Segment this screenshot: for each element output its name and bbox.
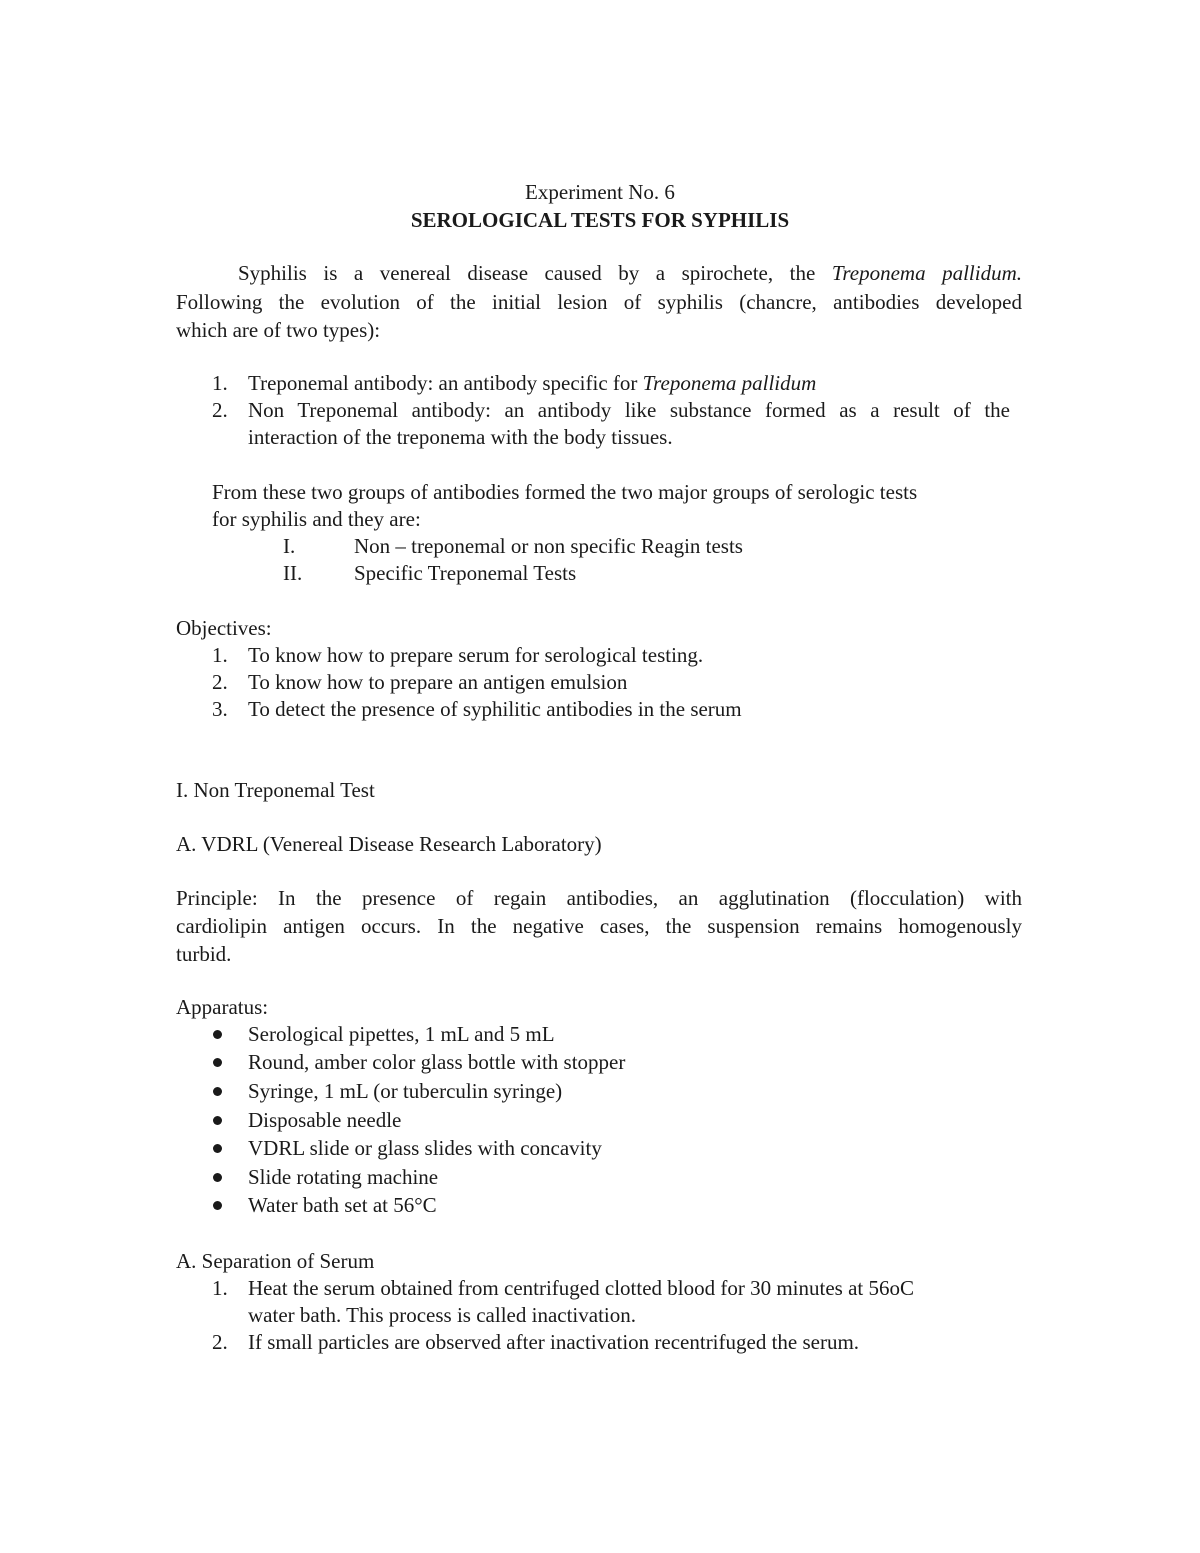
bullet-icon	[213, 1030, 222, 1039]
objective-item: To detect the presence of syphilitic antibodies in the serum	[248, 697, 742, 721]
separation-step: Heat the serum obtained from centrifuged clotted blood for 30 minutes at 56oC	[248, 1276, 914, 1300]
groups-line-1: From these two groups of antibodies formed the two major groups of serologic tests	[212, 480, 918, 504]
principle-line-1: Principle: In the presence of regain antibodies, an agglutination (flocculation) with	[176, 886, 1022, 910]
apparatus-item: Syringe, 1 mL (or tuberculin syringe)	[248, 1079, 563, 1103]
bullet-icon	[213, 1058, 222, 1067]
apparatus-heading: Apparatus:	[176, 995, 269, 1019]
list-number: 2.	[212, 1330, 228, 1354]
apparatus-item: Water bath set at 56°C	[248, 1193, 437, 1217]
page-title: SEROLOGICAL TESTS FOR SYPHILIS	[410, 208, 790, 232]
apparatus-item: Round, amber color glass bottle with stopper	[248, 1050, 626, 1074]
apparatus-item: Disposable needle	[248, 1108, 402, 1132]
antibody-type-item-continued: interaction of the treponema with the body tissues.	[248, 425, 673, 449]
intro-line-1: Syphilis is a venereal disease caused by a spirochete, the Treponema pallidum.	[238, 261, 1023, 285]
subsection-heading: A. VDRL (Venereal Disease Research Laboratory)	[176, 832, 602, 856]
list-number: 1.	[212, 371, 228, 395]
separation-step: If small particles are observed after inactivation recentrifuged the serum.	[248, 1330, 860, 1354]
bullet-icon	[213, 1144, 222, 1153]
roman-numeral: I.	[283, 534, 296, 558]
bullet-icon	[213, 1116, 222, 1125]
objective-item: To know how to prepare serum for serological testing.	[248, 643, 704, 667]
roman-numeral: II.	[283, 561, 303, 585]
antibody-type-item: Treponemal antibody: an antibody specific for Treponema pallidum	[248, 371, 817, 395]
separation-step-continued: water bath. This process is called inactivation.	[248, 1303, 636, 1327]
objective-item: To know how to prepare an antigen emulsion	[248, 670, 628, 694]
list-number: 2.	[212, 398, 228, 422]
bullet-icon	[213, 1201, 222, 1210]
intro-line-2: Following the evolution of the initial lesion of syphilis (chancre, antibodies developed	[176, 290, 1022, 314]
bullet-icon	[213, 1087, 222, 1096]
intro-line-3: which are of two types):	[176, 318, 381, 342]
list-number: 2.	[212, 670, 228, 694]
test-group-item: Specific Treponemal Tests	[354, 561, 577, 585]
principle-line-3: turbid.	[176, 942, 232, 966]
antibody-type-item: Non Treponemal antibody: an antibody like substance formed as a result of the	[248, 398, 1010, 422]
objectives-heading: Objectives:	[176, 616, 272, 640]
principle-line-2: cardiolipin antigen occurs. In the negative cases, the suspension remains homogenously	[176, 914, 1022, 938]
list-number: 3.	[212, 697, 228, 721]
bullet-icon	[213, 1173, 222, 1182]
section-heading: I. Non Treponemal Test	[176, 778, 375, 802]
apparatus-item: Serological pipettes, 1 mL and 5 mL	[248, 1022, 555, 1046]
groups-line-2: for syphilis and they are:	[212, 507, 421, 531]
apparatus-item: VDRL slide or glass slides with concavity	[248, 1136, 602, 1160]
apparatus-item: Slide rotating machine	[248, 1165, 439, 1189]
list-number: 1.	[212, 1276, 228, 1300]
experiment-number: Experiment No. 6	[525, 180, 675, 204]
test-group-item: Non – treponemal or non specific Reagin tests	[354, 534, 743, 558]
list-number: 1.	[212, 643, 228, 667]
separation-heading: A. Separation of Serum	[176, 1249, 375, 1273]
